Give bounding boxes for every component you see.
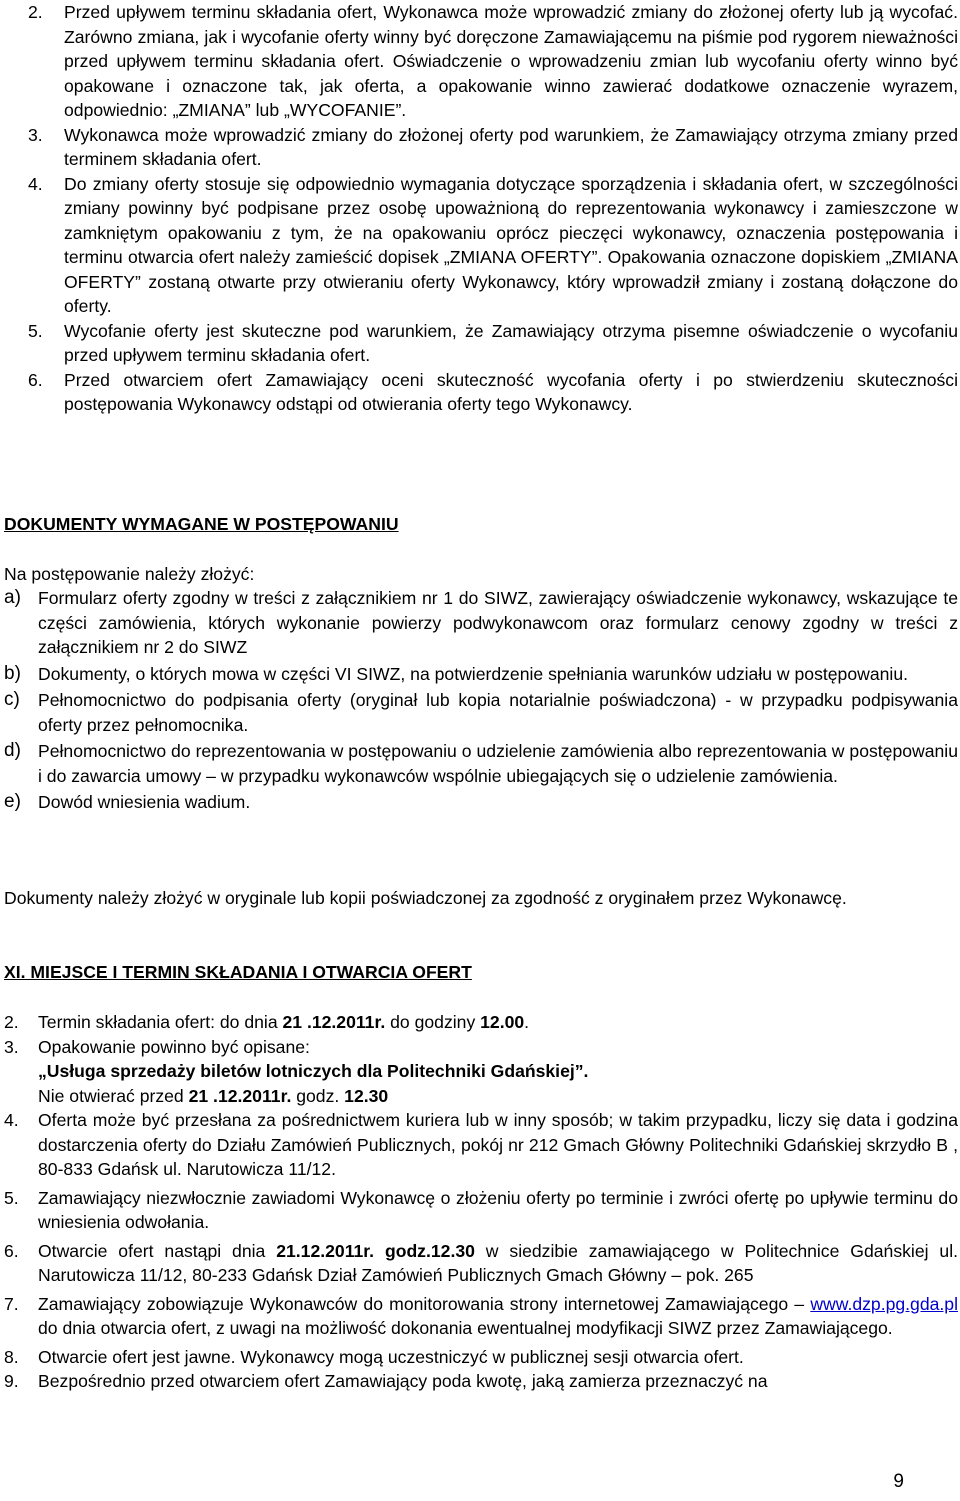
item-number: 5. xyxy=(4,1187,19,1208)
submission-time: 12.00 xyxy=(480,1012,525,1032)
item-text: Otwarcie ofert jest jawne. Wykonawcy mogą uczestniczyć w publicznej sesji otwarcia ofert. xyxy=(38,1346,744,1367)
item-text: Opakowanie powinno być opisane: xyxy=(38,1036,310,1057)
website-link[interactable]: www.dzp.pg.gda.pl xyxy=(810,1293,958,1314)
item-number: 3. xyxy=(28,124,43,145)
item-text: Zamawiający niezwłocznie zawiadomi Wykonawcę o złożeniu oferty po terminie i zwróci ofertę po upływie terminu do wniesienia odwołania. xyxy=(38,1187,958,1232)
list-item xyxy=(0,1035,960,1109)
item-text: Oferta może być przesłana za pośrednictwem kuriera lub w inny sposób; w takim przypadku, liczy się data i godzina dostarczenia oferty do Działu Zamówień Publicznych, pokój nr 212 Gmach Główny Politechniki Gdańskiej skrzydło B , 80-833 Gdańsk ul. Narutowicza 11/12. xyxy=(38,1110,958,1179)
submission-list xyxy=(0,1010,960,1394)
item-text: Wycofanie oferty jest skuteczne pod warunkiem, że Zamawiający otrzyma pisemne oświadczenie o wycofaniu przed upływem terminu składania ofert. xyxy=(64,320,958,365)
item-number: 5. xyxy=(28,320,43,341)
item-text: Przed upływem terminu składania ofert, Wykonawca może wprowadzić zmiany do złożonej oferty lub ją wycofać. Zarówno zmiana, jak i wycofanie oferty winny być doręczone Zamawiającemu na piśmie pod rygorem nieważności przed upływem terminu składania ofert. Oświadczenie o wprowadzeniu zmian lub wycofaniu oferty winno być opakowane i oznaczone tak, jak oferta, a opakowanie winno zawierać dodatkowe oznaczenie wyrazem, odpowiednio: „ZMIANA” lub „WYCOFANIE”. xyxy=(64,2,958,120)
documents-note: Dokumenty należy złożyć w oryginale lub kopii poświadczonej za zgodność z oryginałem przez Wykonawcę. xyxy=(4,888,847,908)
list-item xyxy=(0,123,960,172)
item-text: Do zmiany oferty stosuje się odpowiednio wymagania dotyczące sporządzenia i składania ofert, w szczególności zmiany powinny być podpisane przez osobę upoważnioną do reprezentowania wykonawcy i zamieszczone w zamkniętym opakowaniu z tym, że na opakowaniu oprócz pieczęci wykonawcy, oznaczenia postępowania i terminu otwarcia ofert należy zamieścić dopisek „ZMIANA OFERTY”. Opakowania oznaczone dopiskiem „ZMIANA OFERTY” zostaną otwarte przy otwieraniu oferty Wykonawcy, który wprowadził zmiany i zostaną dołączone do oferty. xyxy=(64,173,958,316)
item-letter: e) xyxy=(4,791,21,812)
opening-date: 21 .12.2011r. xyxy=(188,1085,292,1106)
item-text: do dnia otwarcia ofert, z uwagi na możliwość dokonania ewentualnej modyfikacji SIWZ przez Zamawiającego. xyxy=(38,1318,893,1338)
document-item xyxy=(0,688,960,737)
item-number: 6. xyxy=(4,1240,19,1261)
item-text: Dokumenty, o których mowa w części VI SIWZ, na potwierdzenie spełniania warunków udziału w postępowaniu. xyxy=(38,663,908,684)
documents-heading: DOKUMENTY WYMAGANE W POSTĘPOWANIU xyxy=(4,514,399,534)
item-letter: a) xyxy=(4,587,21,608)
item-number: 7. xyxy=(4,1293,19,1314)
list-item xyxy=(0,319,960,368)
item-letter: c) xyxy=(4,689,20,710)
item-letter: b) xyxy=(4,662,21,684)
item-text: Przed otwarciem ofert Zamawiający oceni skuteczność wycofania oferty i po stwierdzeniu skuteczności postępowania Wykonawcy odstąpi od otwierania oferty tego Wykonawcy. xyxy=(64,369,958,414)
list-item xyxy=(0,0,960,123)
list-item xyxy=(0,1108,960,1182)
list-item xyxy=(0,1186,960,1235)
item-text: Nie otwierać przed xyxy=(38,1085,189,1106)
submission-date: 21 .12.2011r. xyxy=(282,1012,386,1032)
documents-intro: Na postępowanie należy złożyć: xyxy=(4,564,255,584)
page-number: 9 xyxy=(893,1471,904,1492)
documents-list xyxy=(0,586,960,817)
item-number: 6. xyxy=(28,369,43,390)
list-item xyxy=(0,368,960,417)
list-item xyxy=(0,1345,960,1370)
item-text: Termin składania ofert: do dnia xyxy=(38,1012,283,1032)
item-text: Formularz oferty zgodny w treści z załącznikiem nr 1 do SIWZ, zawierający oświadczenie wykonawcy, wskazujące te części zamówienia, których wykonanie powierzy podwykonawcom oraz formularz cenowy zgodny w treści z załącznikiem nr 2 do SIWZ xyxy=(38,588,958,657)
item-text: Zamawiający zobowiązuje Wykonawców do monitorowania strony internetowej Zamawiającego – xyxy=(38,1293,811,1314)
list-item xyxy=(0,172,960,319)
item-text: Pełnomocnictwo do reprezentowania w postępowaniu o udzielenie zamówienia albo reprezentowania w postępowaniu i do zawarcia umowy – w przypadku wykonawców wspólnie ubiegających się o udzielenie zamówienia. xyxy=(38,741,958,786)
list-item xyxy=(0,1292,960,1341)
list-item xyxy=(0,1239,960,1288)
item-number: 8. xyxy=(4,1346,19,1367)
item-text: Wykonawca może wprowadzić zmiany do złożonej oferty pod warunkiem, że Zamawiający otrzyma zmiany przed terminem składania ofert. xyxy=(64,124,958,169)
item-letter: d) xyxy=(4,740,21,761)
opening-datetime: 21.12.2011r. godz.12.30 xyxy=(276,1240,475,1261)
item-number: 4. xyxy=(4,1110,19,1130)
item-text: w siedzibie zamawiającego w Politechnice Gdańskiej ul. Narutowicza 11/12, 80-233 Gdańsk Dział Zamówień Publicznych Gmach Główny – pok. 265 xyxy=(38,1240,958,1285)
list-item xyxy=(0,1010,960,1035)
item-text: do godziny xyxy=(385,1012,481,1032)
item-text: Otwarcie ofert nastąpi dnia xyxy=(38,1240,277,1261)
item-number: 2. xyxy=(28,2,43,22)
envelope-title: „Usługa sprzedaży biletów lotniczych dla Politechniki Gdańskiej”. xyxy=(38,1061,589,1081)
document-item xyxy=(0,790,960,815)
item-number: 2. xyxy=(4,1012,19,1032)
item-text: Bezpośrednio przed otwarciem ofert Zamawiający poda kwotę, jaką zamierza przeznaczyć na xyxy=(38,1371,768,1391)
item-number: 3. xyxy=(4,1036,19,1057)
item-number: 4. xyxy=(28,173,43,194)
item-number: 9. xyxy=(4,1371,19,1391)
withdrawal-rules-list xyxy=(0,0,960,417)
item-text: Pełnomocnictwo do podpisania oferty (oryginał lub kopia notarialnie poświadczona) - w przypadku podpisywania oferty przez pełnomocnika. xyxy=(38,690,958,735)
item-text: godz. xyxy=(291,1085,345,1106)
document-item xyxy=(0,586,960,660)
opening-time: 12.30 xyxy=(344,1085,389,1106)
document-item xyxy=(0,662,960,687)
list-item xyxy=(0,1369,960,1394)
item-text: Dowód wniesienia wadium. xyxy=(38,792,251,812)
document-item xyxy=(0,739,960,788)
item-text: . xyxy=(524,1012,530,1032)
section-xi-heading: XI. MIEJSCE I TERMIN SKŁADANIA I OTWARCIA OFERT xyxy=(4,962,472,982)
